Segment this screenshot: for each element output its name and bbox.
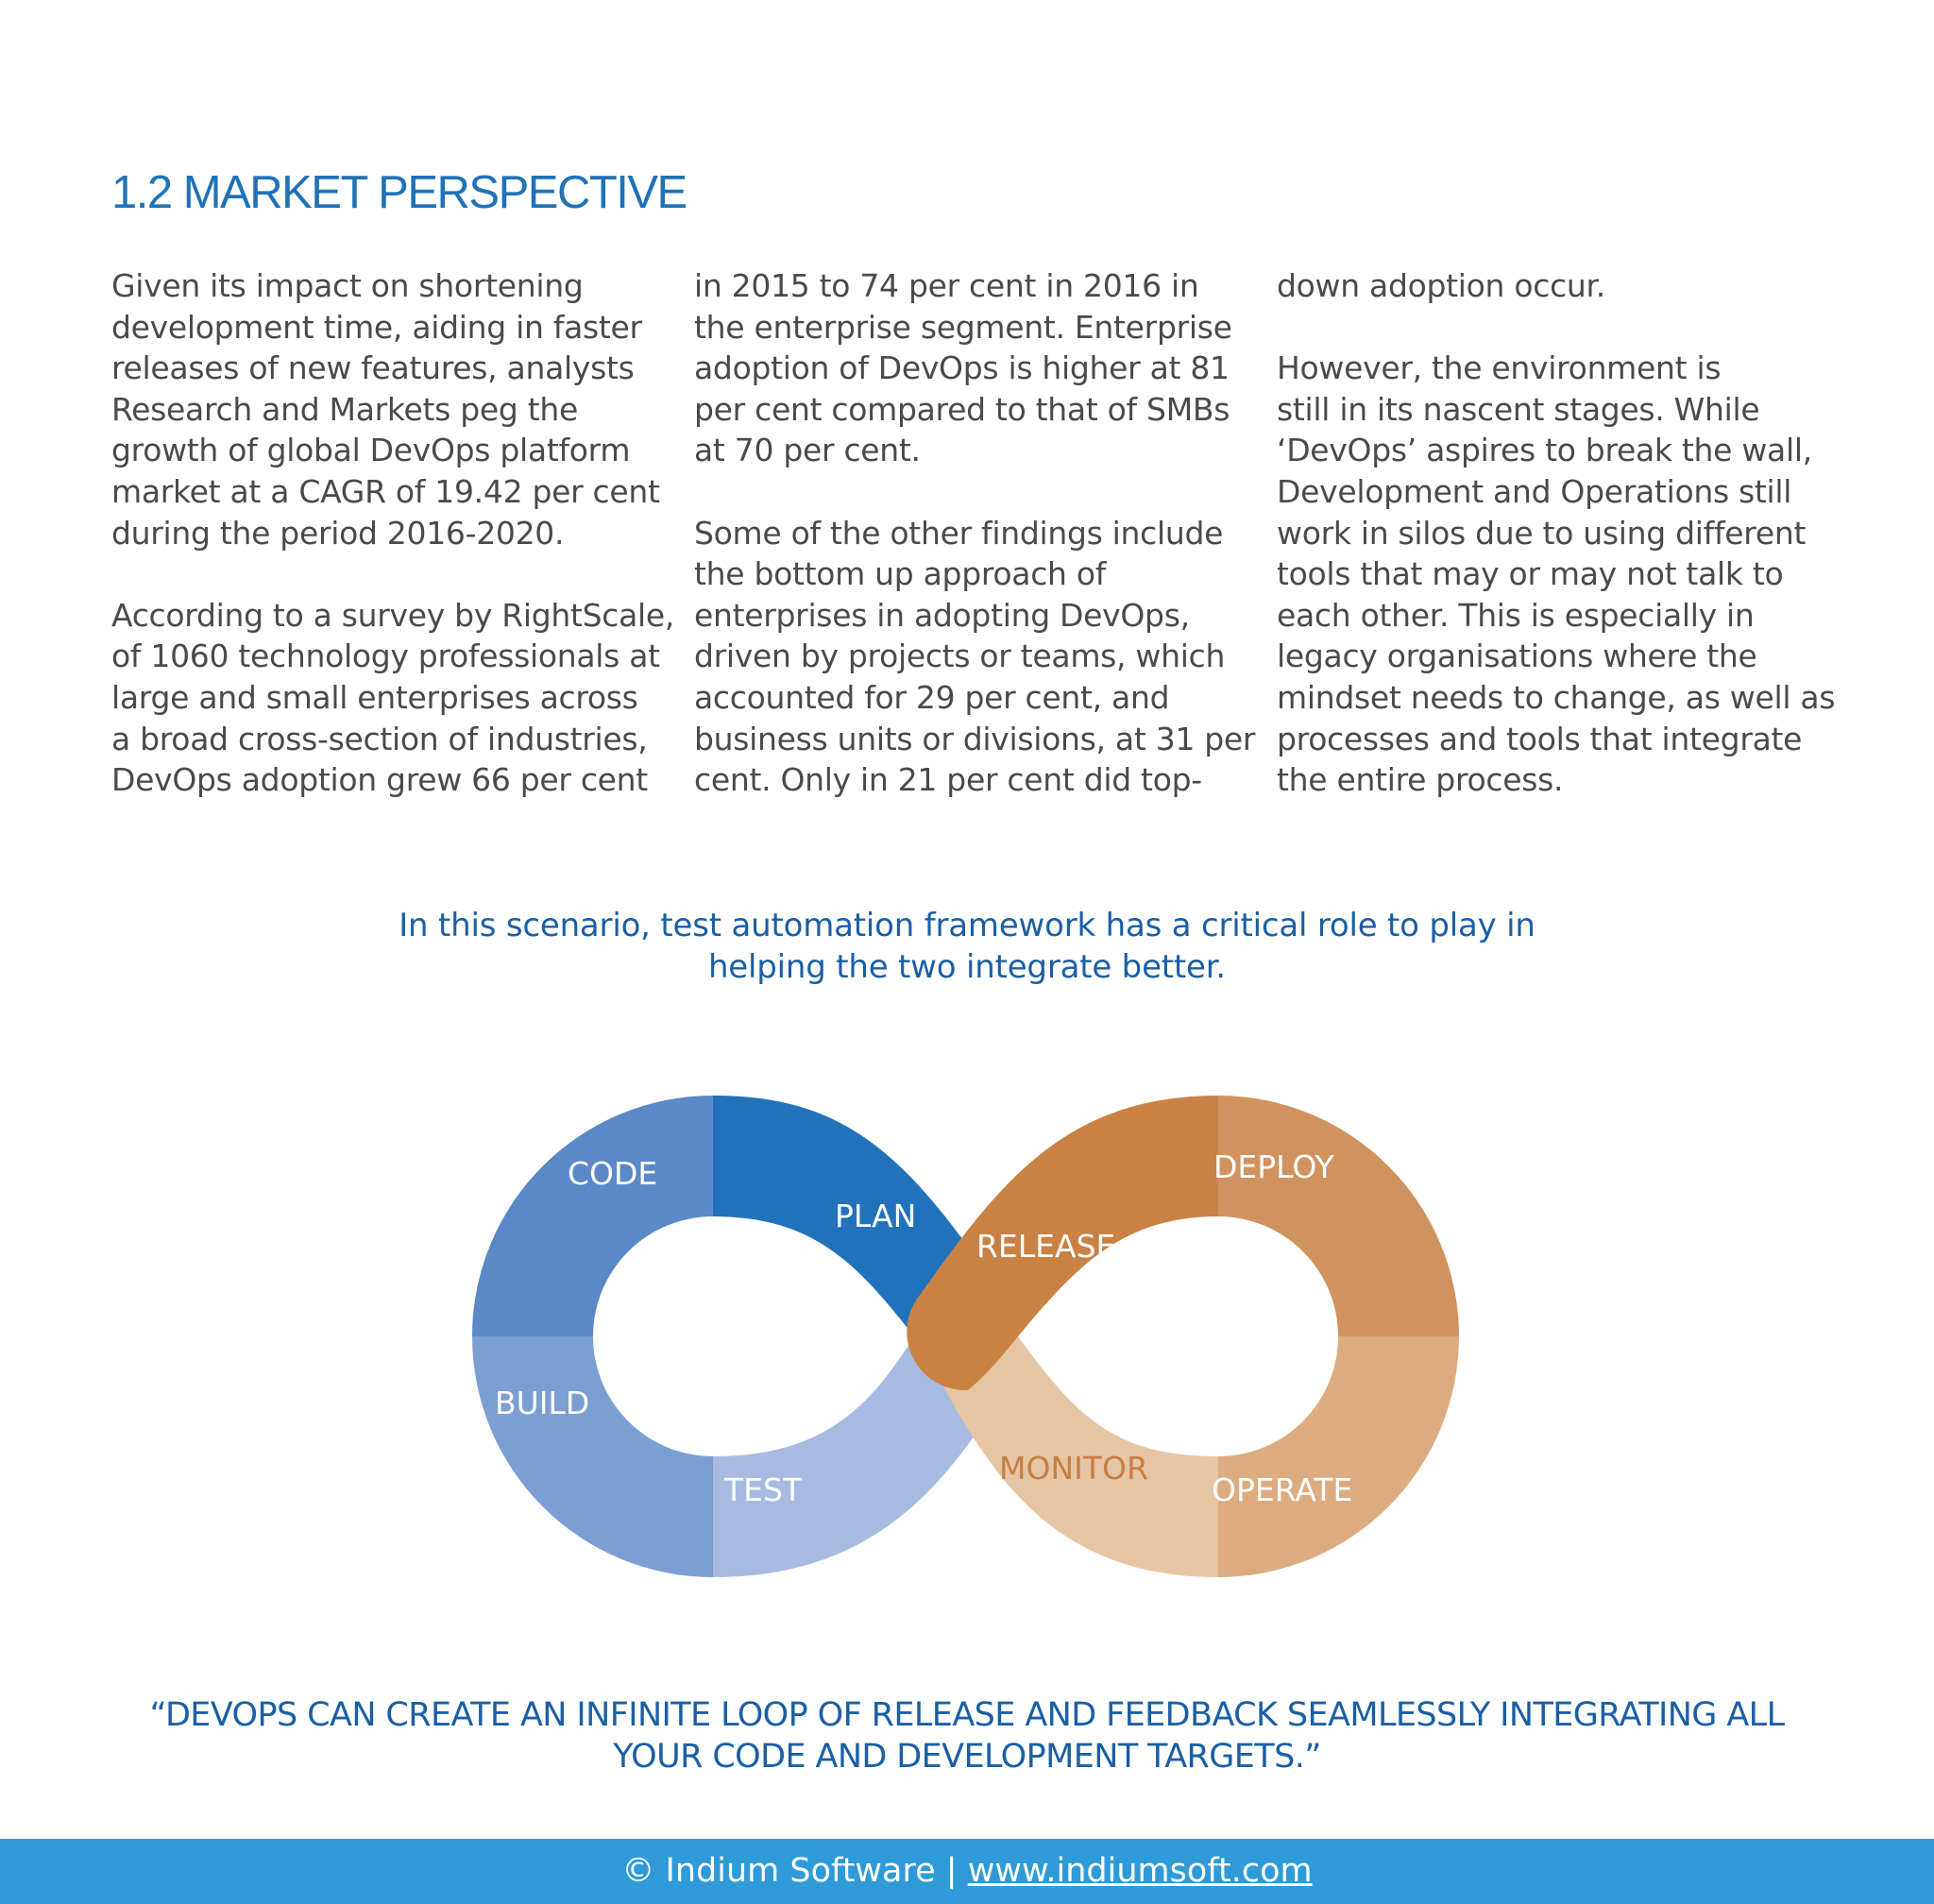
section-title: 1.2 MARKET PERSPECTIVE (111, 167, 687, 218)
paragraph-line: tools that may or may not talk to (1277, 555, 1784, 593)
paragraph-line: enterprises in adopting DevOps, (694, 596, 1190, 634)
paragraph-line: ‘DevOps’ aspires to break the wall, (1277, 432, 1812, 469)
paragraph-line: Development and Operations still (1277, 472, 1792, 510)
loop-segment-operate (1218, 1336, 1459, 1577)
loop-segment-build (472, 1336, 713, 1577)
paragraph-line: Given its impact on shortening (111, 267, 584, 304)
paragraph-line: the enterprise segment. Enterprise (694, 308, 1232, 346)
paragraph-line: According to a survey by RightScale, (111, 596, 675, 634)
paragraph-line: work in silos due to using different (1277, 514, 1807, 552)
callout-line: In this scenario, test automation framework has a critical role to play in (399, 907, 1535, 944)
paragraph-line: development time, aiding in faster (111, 308, 642, 346)
paragraph-line: DevOps adoption grew 66 per cent (111, 761, 648, 799)
loop-label-code: CODE (568, 1155, 658, 1192)
paragraph-line: still in its nascent stages. While (1277, 390, 1760, 428)
paragraph-line: large and small enterprises across (111, 678, 638, 716)
loop-segment-deploy (1218, 1096, 1459, 1336)
paragraph-line: at 70 per cent. (694, 432, 921, 469)
paragraph-line: market at a CAGR of 19.42 per cent (111, 472, 660, 510)
loop-label-operate: OPERATE (1212, 1471, 1353, 1508)
loop-label-deploy: DEPLOY (1213, 1148, 1334, 1185)
footer-company: © Indium Software (621, 1852, 936, 1890)
paragraph-line: down adoption occur. (1277, 267, 1605, 304)
paragraph-line: However, the environment is (1277, 349, 1722, 387)
paragraph-line: adoption of DevOps is higher at 81 (694, 349, 1230, 387)
paragraph-line: the bottom up approach of (694, 555, 1107, 593)
footer-separator: | (945, 1852, 958, 1890)
paragraph-line: per cent compared to that of SMBs (694, 390, 1230, 428)
paragraph-line: cent. Only in 21 per cent did top- (694, 761, 1202, 799)
paragraph-line: business units or divisions, at 31 per (694, 720, 1256, 757)
paragraph-line: processes and tools that integrate (1277, 720, 1803, 757)
loop-label-monitor: MONITOR (999, 1450, 1148, 1487)
paragraph-line: the entire process. (1277, 761, 1564, 799)
paragraph-line: a broad cross-section of industries, (111, 720, 648, 757)
paragraph-line: Some of the other findings include (694, 514, 1224, 552)
loop-segment-code (472, 1096, 713, 1336)
paragraph-line: each other. This is especially in (1277, 596, 1755, 634)
loop-label-test: TEST (724, 1471, 803, 1508)
paragraph-line: in 2015 to 74 per cent in 2016 in (694, 267, 1199, 304)
footer-website-link[interactable]: www.indiumsoft.com (967, 1852, 1313, 1890)
paragraph-line: Research and Markets peg the (111, 390, 578, 428)
paragraph-line: mindset needs to change, as well as (1277, 678, 1836, 716)
paragraph-line: accounted for 29 per cent, and (694, 678, 1170, 716)
paragraph-line: driven by projects or teams, which (694, 638, 1226, 675)
footer-bar (0, 1839, 1934, 1904)
paragraph-line: legacy organisations where the (1277, 638, 1757, 675)
loop-label-build: BUILD (495, 1385, 590, 1421)
quote-line: “DEVOPS CAN CREATE AN INFINITE LOOP OF RELEASE AND FEEDBACK SEAMLESSLY INTEGRATING ALL (149, 1696, 1785, 1734)
loop-label-plan: PLAN (835, 1198, 917, 1234)
loop-label-release: RELEASE (976, 1228, 1116, 1265)
pull-quote (0, 1694, 1934, 1777)
quote-line: YOUR CODE AND DEVELOPMENT TARGETS.” (613, 1738, 1321, 1776)
paragraph-line: during the period 2016-2020. (111, 514, 565, 552)
paragraph-line: of 1060 technology professionals at (111, 638, 660, 675)
paragraph-line: releases of new features, analysts (111, 349, 635, 387)
callout-line: helping the two integrate better. (707, 948, 1227, 986)
paragraph-line: growth of global DevOps platform (111, 432, 631, 469)
